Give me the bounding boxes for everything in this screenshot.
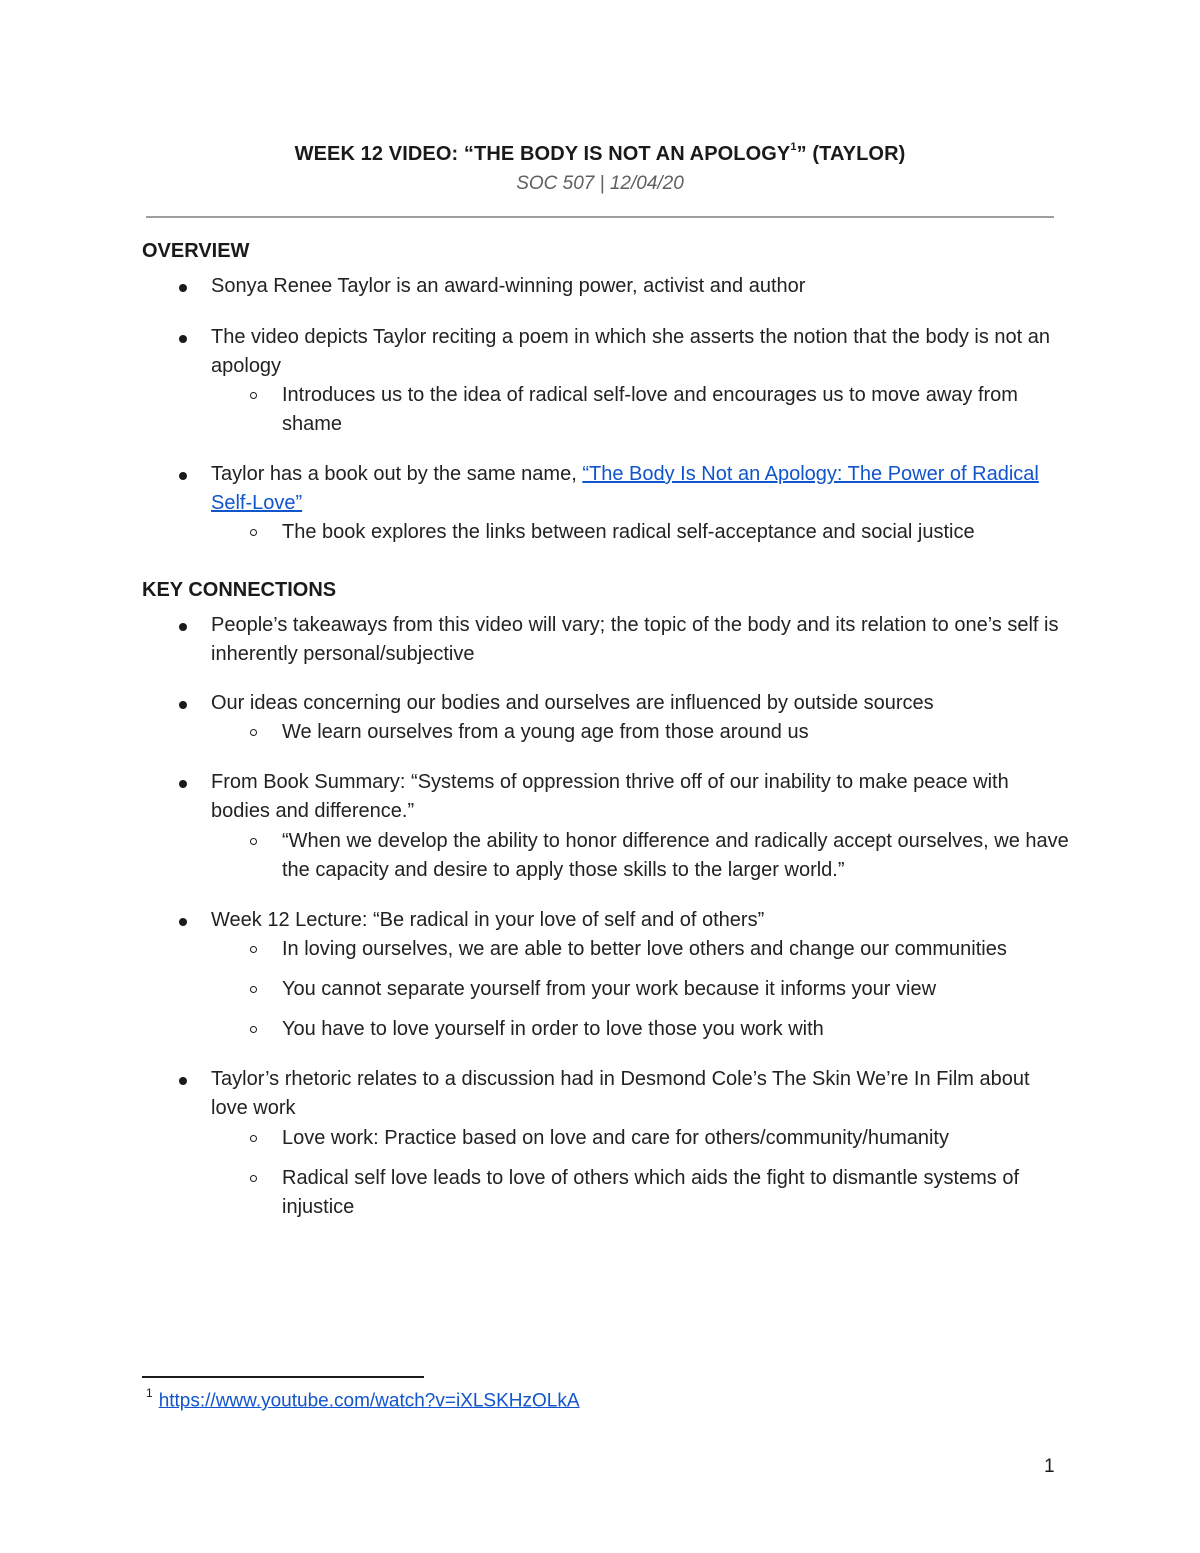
bullet-dot — [179, 623, 187, 631]
bullet-dot — [179, 780, 187, 788]
horizontal-rule — [146, 216, 1054, 218]
subtitle: SOC 507 | 12/04/20 — [516, 173, 684, 194]
title-suffix: ” (TAYLOR) — [796, 143, 906, 165]
footnote-number: 1 — [146, 1386, 153, 1400]
overview-item-3-text: Taylor has a book out by the same name, — [211, 463, 583, 485]
sub-bullet-circle — [250, 529, 257, 536]
key-connections-item-4-sub-3: You have to love yourself in order to love those you work with — [282, 1018, 824, 1040]
sub-bullet-circle — [250, 986, 257, 993]
key-connections-item-2: Our ideas concerning our bodies and ourselves are influenced by outside sources — [211, 692, 934, 714]
key-connections-item-5-sub-1: Love work: Practice based on love and care for others/community/humanity — [282, 1127, 949, 1149]
sub-bullet-circle — [250, 946, 257, 953]
footnote-separator — [142, 1376, 424, 1378]
bullet-dot — [179, 918, 187, 926]
key-connections-item-3-sub-1: “When we develop the ability to honor difference and radically accept ourselves, we have the capacity and desire to apply those skills to the larger world.” — [282, 830, 1069, 881]
key-connections-heading: KEY CONNECTIONS — [142, 579, 337, 601]
key-connections-item-5-sub-2: Radical self love leads to love of others which aids the fight to dismantle systems of injustice — [282, 1167, 1020, 1218]
key-connections-item-4: Week 12 Lecture: “Be radical in your love of self and of others” — [211, 909, 765, 931]
title-footnote-ref[interactable]: 1 — [790, 141, 797, 154]
bullet-dot — [179, 335, 187, 343]
overview-item-3-sub-1: The book explores the links between radical self-acceptance and social justice — [282, 521, 975, 543]
page-number: 1 — [1044, 1456, 1055, 1477]
bullet-dot — [179, 472, 187, 480]
key-connections-item-2-sub-1: We learn ourselves from a young age from those around us — [282, 721, 809, 743]
key-connections-item-4-sub-1: In loving ourselves, we are able to better love others and change our communities — [282, 938, 1007, 960]
overview-item-3 — [211, 460, 1071, 518]
sub-bullet-circle — [250, 1175, 257, 1182]
key-connections-item-1: People’s takeaways from this video will vary; the topic of the body and its relation to one’s self is inherently personal/subjective — [211, 614, 1059, 665]
footnote — [146, 1388, 580, 1412]
key-connections-item-5: Taylor’s rhetoric relates to a discussion had in Desmond Cole’s The Skin We’re In Film about love work — [211, 1068, 1030, 1119]
footnote-link[interactable]: https://www.youtube.com/watch?v=iXLSKHzOLkA — [158, 1390, 580, 1412]
sub-bullet-circle — [250, 1135, 257, 1142]
bullet-dot — [179, 1077, 187, 1085]
sub-bullet-circle — [250, 1026, 257, 1033]
key-connections-item-3: From Book Summary: “Systems of oppression thrive off of our inability to make peace with bodies and difference.” — [211, 771, 1009, 822]
overview-item-1: Sonya Renee Taylor is an award-winning power, activist and author — [211, 275, 806, 297]
sub-bullet-circle — [250, 729, 257, 736]
sub-bullet-circle — [250, 838, 257, 845]
bullet-dot — [179, 284, 187, 292]
overview-heading: OVERVIEW — [142, 240, 250, 262]
page-title — [0, 143, 1200, 166]
bullet-dot — [179, 701, 187, 709]
title-text: WEEK 12 VIDEO: “THE BODY IS NOT AN APOLOGY — [294, 143, 791, 165]
overview-item-2-sub-1: Introduces us to the idea of radical self-love and encourages us to move away from shame — [282, 384, 1018, 435]
book-link[interactable]: “The Body Is Not an Apology: The Power of Radical Self-Love” — [211, 463, 1039, 514]
key-connections-item-4-sub-2: You cannot separate yourself from your work because it informs your view — [282, 978, 937, 1000]
overview-item-2: The video depicts Taylor reciting a poem in which she asserts the notion that the body is not an apology — [211, 326, 1051, 377]
sub-bullet-circle — [250, 392, 257, 399]
